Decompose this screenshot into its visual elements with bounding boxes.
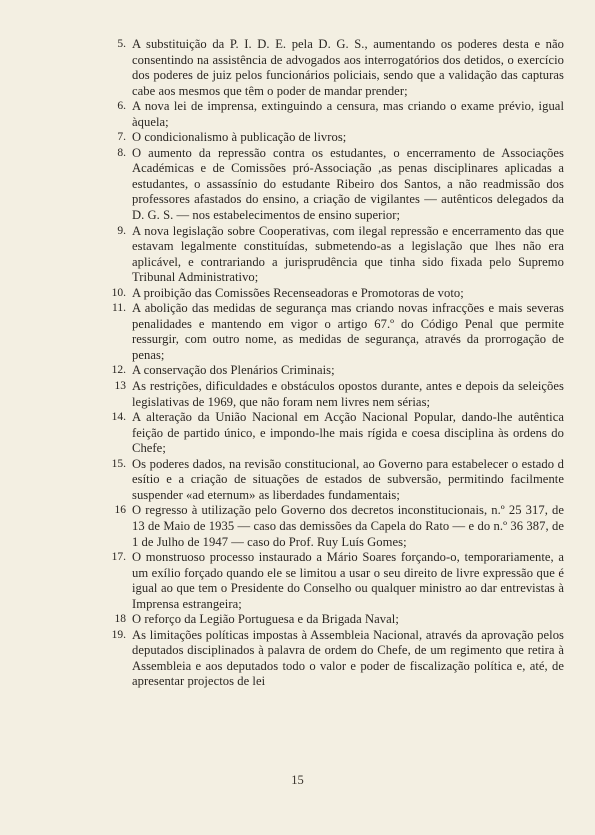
item-number: 8.: [117, 146, 126, 159]
item-text: A alteração da União Nacional em Acção Nacional Popular, dando-lhe autêntica feição de partido único, e impondo-lhe mais rígida e coesa disciplina às ordens do Chefe;: [132, 410, 564, 456]
list-item: [104, 410, 564, 457]
item-text: A nova legislação sobre Cooperativas, com ilegal repressão e encerramento das que estavam legalmente constituídas, submetendo-as a legislação que lhes não era aplicável, e contrariando a jurisprudência que tinha sido fixada pelo Supremo Tribunal Administrativo;: [132, 223, 564, 285]
list-item: [104, 301, 564, 363]
item-text: As restrições, dificuldades e obstáculos opostos durante, antes e depois da seleições legislativas de 1969, que não foram nem livres nem sérias;: [132, 379, 564, 409]
item-number: 9.: [117, 224, 126, 237]
item-number: 13: [114, 380, 126, 393]
list-item: [104, 612, 564, 628]
item-number: 10.: [111, 286, 126, 299]
list-item: [104, 503, 564, 550]
item-number: 6.: [117, 100, 126, 113]
list-item: [104, 628, 564, 690]
item-text: A nova lei de imprensa, extinguindo a censura, mas criando o exame prévio, igual àquela;: [132, 99, 564, 129]
item-text: A substituição da P. I. D. E. pela D. G. S., aumentando os poderes desta e não consentindo na assistência de advogados aos interrogatórios dos detidos, o exercício dos poderes de juiz pelos funcionários policiais, sendo que a validação das capturas cabe aos mesmos que têm o poder de mandar prender;: [132, 37, 564, 98]
item-number: 17.: [111, 551, 126, 564]
item-number: 14.: [111, 411, 126, 424]
item-number: 5.: [117, 38, 126, 50]
item-number: 7.: [117, 131, 126, 144]
list-item: [104, 379, 564, 410]
item-number: 18: [114, 613, 126, 626]
item-text: Os poderes dados, na revisão constitucional, ao Governo para estabelecer o estado d esítio e a criação de situações de estados de subversão, permitindo facilmente suspender «ad eternum» as liberdades fundamentais;: [132, 456, 564, 502]
item-text: O reforço da Legião Portuguesa e da Brigada Naval;: [132, 612, 399, 627]
item-text: A conservação dos Plenários Criminais;: [132, 363, 335, 378]
list-item: [104, 457, 564, 504]
page-number: 15: [291, 773, 304, 787]
item-text: As limitações políticas impostas à Assembleia Nacional, através da aprovação pelos deputados disciplinados à palavra de ordem do Chefe, de um regimento que retira à Assembleia e aos deputados todo o valor e poder de fiscalização política e, até, de apresentar projectos de lei: [132, 627, 564, 689]
item-number: 12.: [111, 364, 126, 377]
item-text: O condicionalismo à publicação de livros;: [132, 130, 347, 145]
numbered-list: [104, 37, 564, 690]
item-number: 19.: [111, 628, 126, 641]
item-text: A proibição das Comissões Recenseadoras e Promotoras de voto;: [132, 285, 464, 300]
list-item: [104, 363, 564, 379]
list-item: [104, 37, 564, 99]
item-text: O regresso à utilização pelo Governo dos decretos inconstitucionais, n.º 25 317, de 13 de Maio de 1935 — caso das demissões da Capela do Rato — e do n.º 36 387, de 1 de Julho de 1947 — caso do Prof. Ruy Luís Gomes;: [132, 503, 564, 549]
list-item: [104, 99, 564, 130]
item-number: 15.: [111, 457, 126, 470]
list-item: [104, 224, 564, 286]
item-text: O monstruoso processo instaurado a Mário Soares forçando-o, temporariamente, a um exílio forçado quando ele se limitou a usar o seu direito de livre expressão que é igual ao que tem o Presidente do Conselho ou qualquer ministro ao dar entrevistas à Imprensa estrangeira;: [132, 550, 564, 611]
item-number: 11.: [112, 302, 126, 315]
item-text: O aumento da repressão contra os estudantes, o encerramento de Associações Académicas e de Comissões pró-Associação ,as penas disciplinares aplicadas a estudantes, o assassínio do estudante Ribeiro dos Santos, a não readmissão dos professores afastados do ensino, a criação de vigilantes — autênticos delegados da D. G. S. — nos estabelecimentos de ensino superior;: [132, 145, 564, 223]
item-text: A abolição das medidas de segurança mas criando novas infracções e mais severas penalidades e mantendo em vigor o artigo 67.º do Código Penal que permite ressurgir, com outro nome, as medidas de segurança, através da prorrogação de penas;: [132, 301, 564, 362]
list-item: [104, 286, 564, 302]
list-item: [104, 130, 564, 146]
list-item: [104, 550, 564, 612]
list-item: [104, 146, 564, 224]
item-number: 16: [114, 504, 126, 517]
